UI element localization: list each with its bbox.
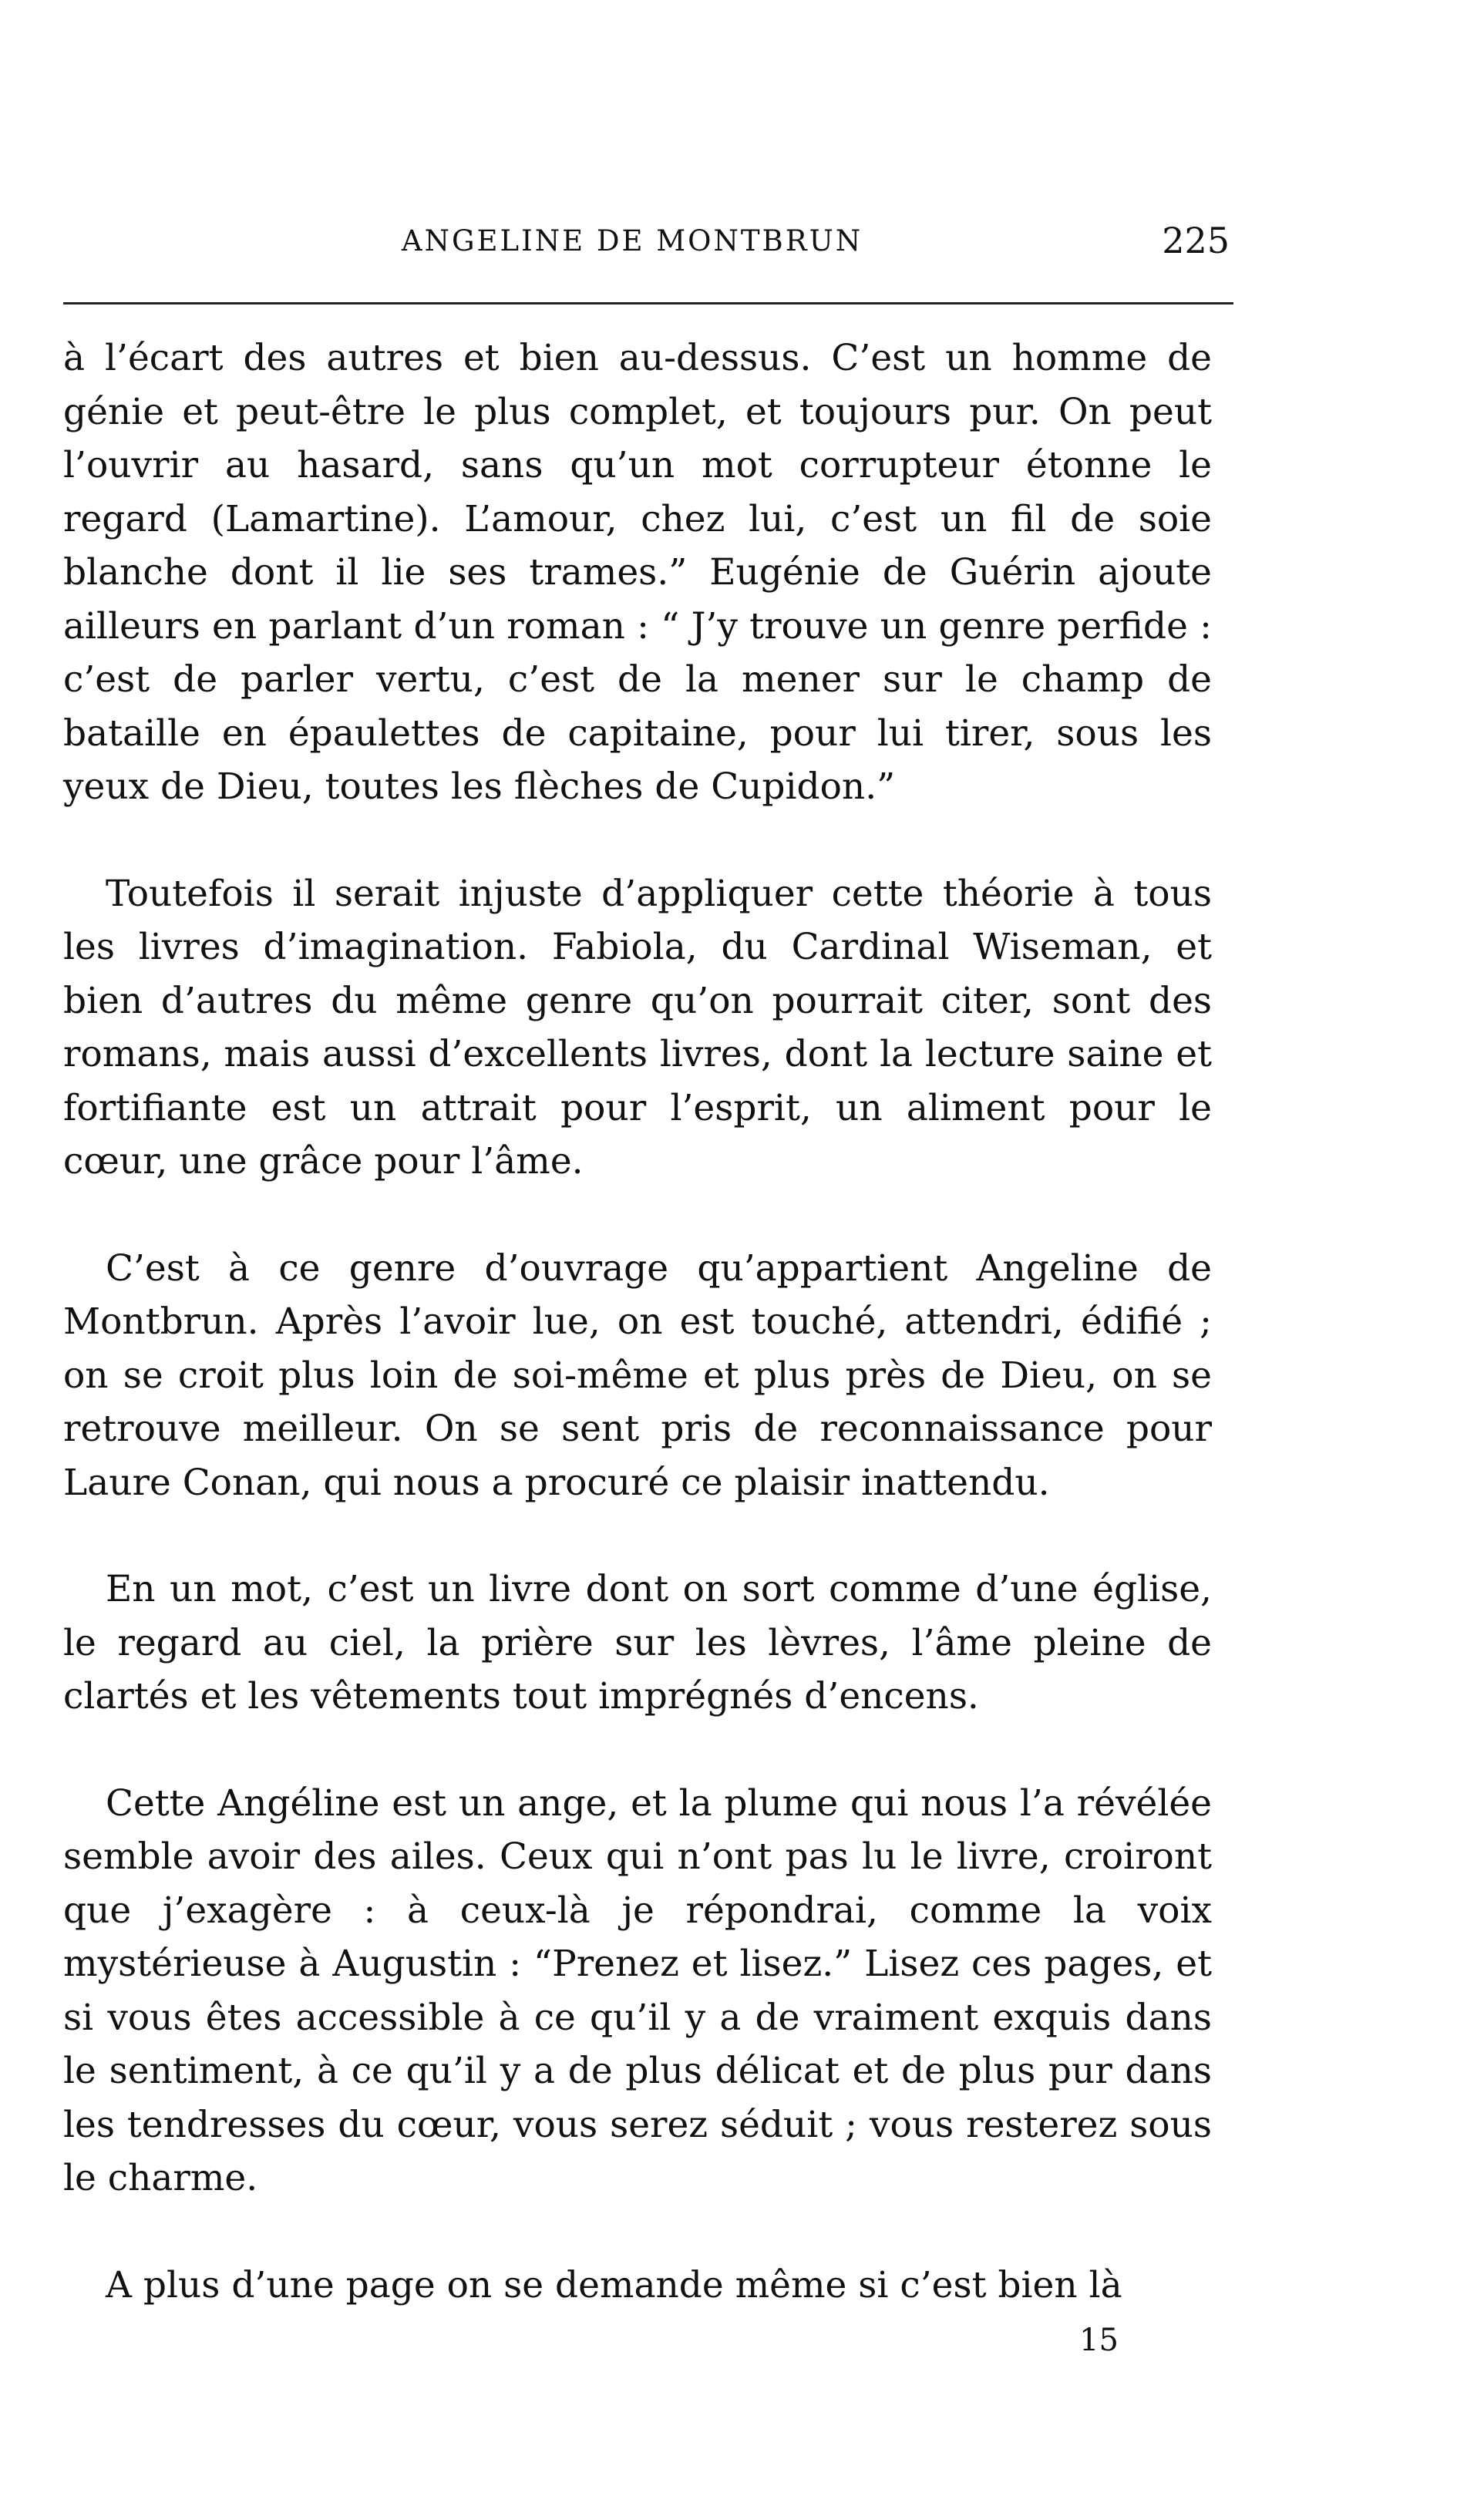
running-title: ANGELINE DE MONTBRUN [401,224,863,257]
body-text [63,331,1212,2312]
paragraph-6: A plus d’une page on se demande même si c’est bien là [106,2263,1122,2306]
paragraph-5: Cette Angéline est un ange, et la plume qui nous l’a révélée semble avoir des ailes. Ceux qui n’ont pas lu le livre, croiront que j’exagère : à ceux-là je répondrai, comme la voix mystérieuse à Augustin : “Prenez et lisez.” Lisez ces pages, et si vous êtes accessible à ce qu’il y a de vraiment exquis dans le sentiment, à ce qu’il y a de plus délicat et de plus pur dans les tendresses du cœur, vous serez séduit ; vous resterez sous le charme. [63,1781,1212,2199]
paragraph-1: à l’écart des autres et bien au-dessus. C’est un homme de génie et peut-être le plus complet, et toujours pur. On peut l’ouvrir au hasard, sans qu’un mot corrupteur étonne le regard (Lamartine). L’amour, chez lui, c’est un fil de soie blanche dont il lie ses trames.” Eugénie de Guérin ajoute ailleurs en parlant d’un roman : “ J’y trouve un genre perfide : c’est de parler vertu, c’est de la mener sur le champ de bataille en épaulettes de capitaine, pour lui tirer, sous les yeux de Dieu, toutes les flèches de Cupidon.” [63,337,1212,808]
paragraph-3: C’est à ce genre d’ouvrage qu’appartient Angeline de Montbrun. Après l’avoir lue, on est touché, attendri, édifié ; on se croit plus loin de soi-même et plus près de Dieu, on se retrouve meilleur. On se sent pris de reconnaissance pour Laure Conan, qui nous a procuré ce plaisir inattendu. [63,1246,1212,1504]
paragraph-2: Toutefois il serait injuste d’appliquer cette théorie à tous les livres d’imagination. Fabiola, du Cardinal Wiseman, et bien d’autres du même genre qu’on pourrait citer, sont des romans, mais aussi d’excellents livres, dont la lecture saine et fortifiante est un attrait pour l’esprit, un aliment pour le cœur, une grâce pour l’âme. [63,872,1212,1183]
signature-mark: 15 [1079,2323,1119,2358]
header-rule [63,302,1233,304]
page-number: 225 [1162,220,1230,261]
paragraph-4: En un mot, c’est un livre dont on sort comme d’une église, le regard au ciel, la prière sur les lèvres, l’âme pleine de clartés et les vêtements tout imprégnés d’encens. [63,1568,1212,1718]
